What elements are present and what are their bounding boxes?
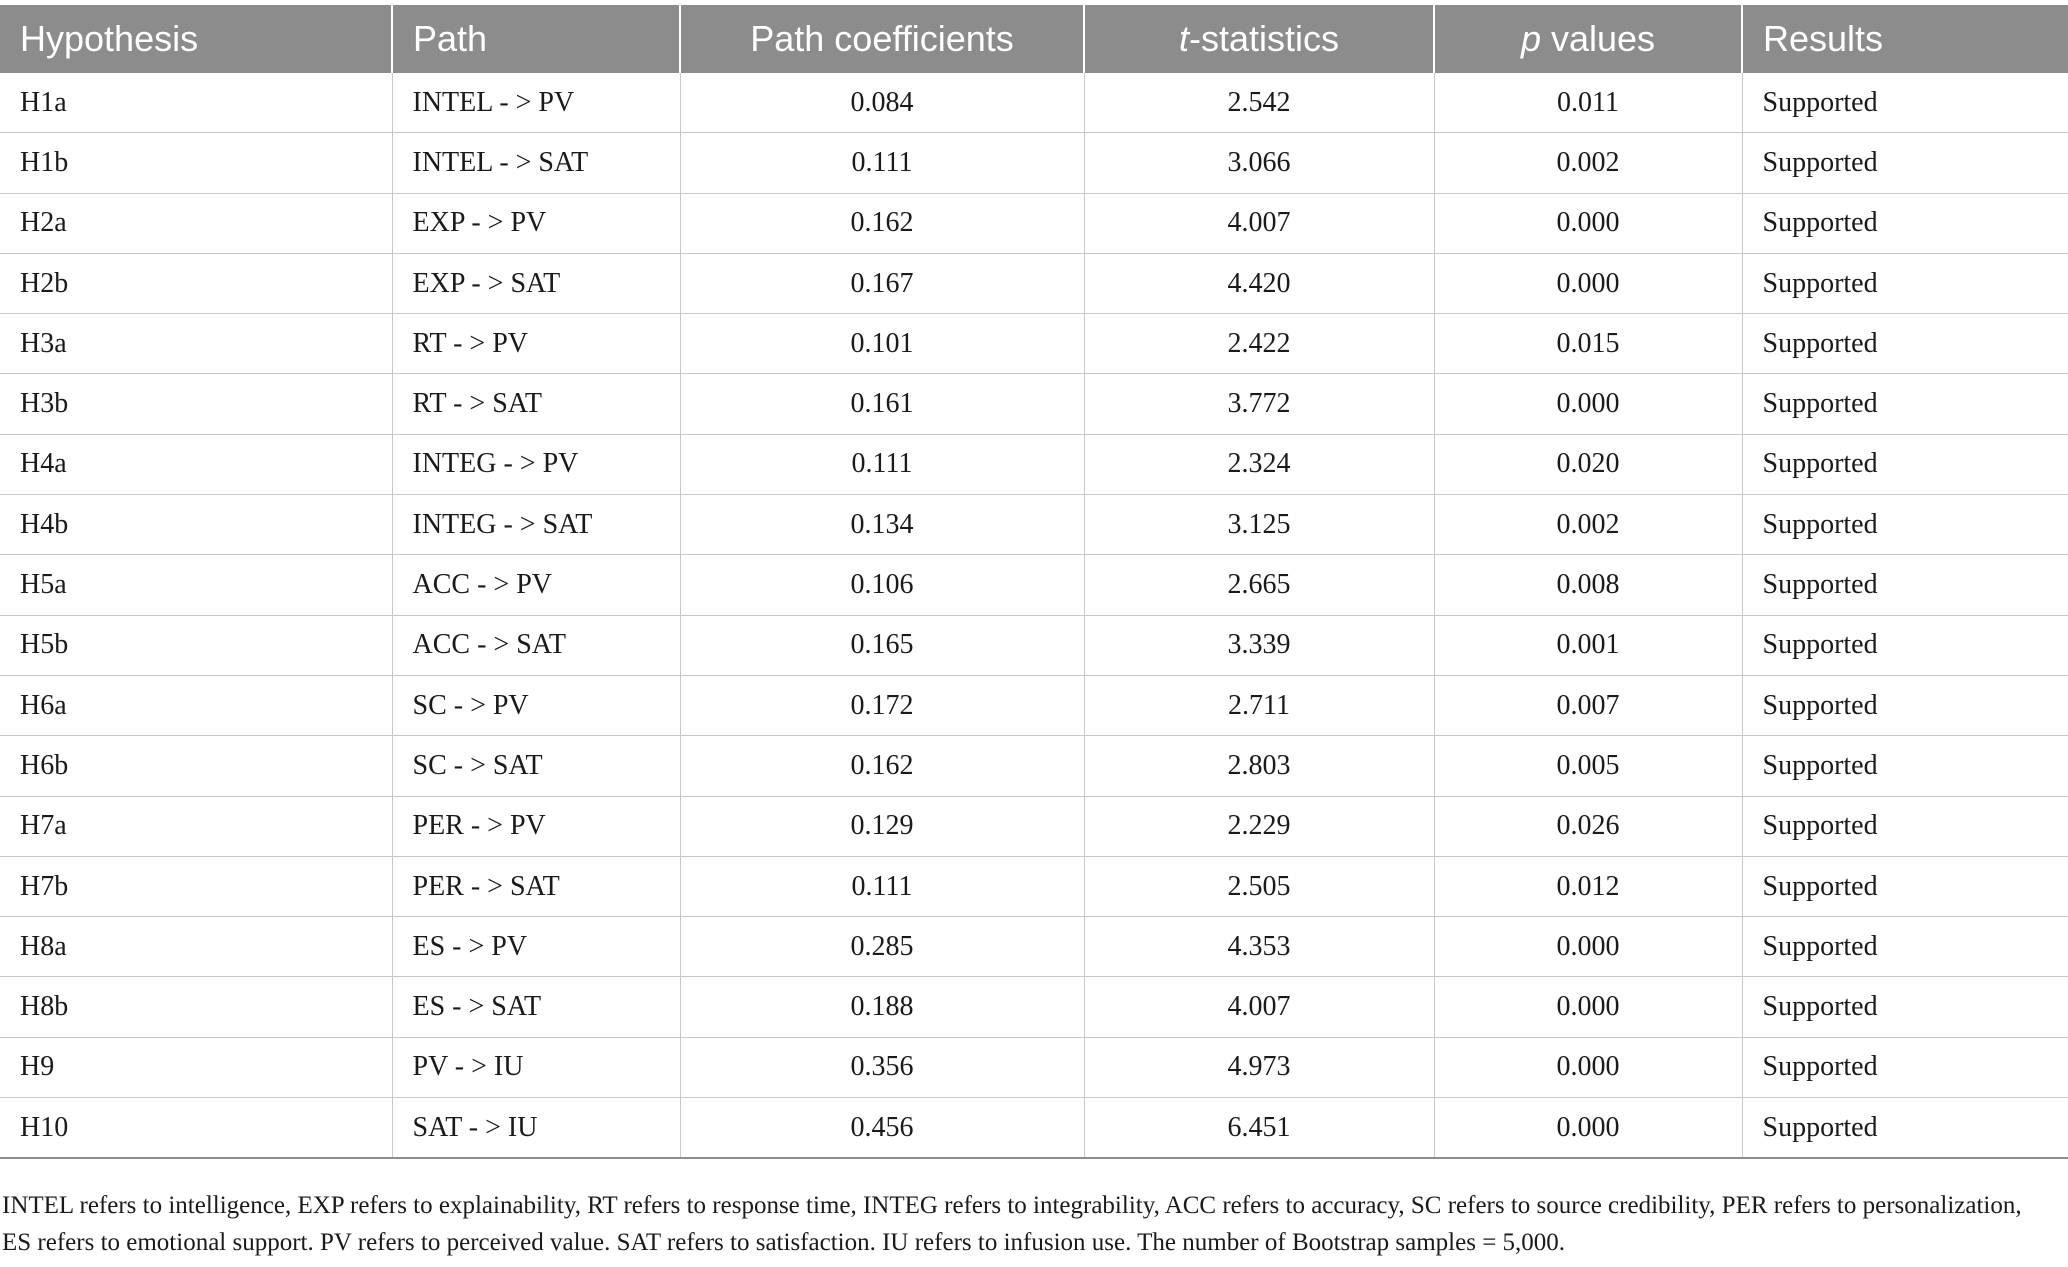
cell-path-coefficient: 0.084 <box>680 73 1084 133</box>
cell-t-statistic: 2.542 <box>1084 73 1434 133</box>
cell-t-statistic: 2.422 <box>1084 314 1434 374</box>
cell-path: INTEG - > SAT <box>392 495 680 555</box>
header-row <box>0 5 2068 73</box>
table-header <box>0 5 2068 73</box>
cell-t-statistic: 4.973 <box>1084 1037 1434 1097</box>
cell-t-statistic: 3.339 <box>1084 615 1434 675</box>
cell-result: Supported <box>1742 133 2068 193</box>
cell-hypothesis: H6b <box>0 736 392 796</box>
table-row <box>0 796 2068 856</box>
table-row <box>0 495 2068 555</box>
cell-p-value: 0.020 <box>1434 434 1742 494</box>
cell-p-value: 0.008 <box>1434 555 1742 615</box>
cell-path: INTEL - > SAT <box>392 133 680 193</box>
table-row <box>0 1037 2068 1097</box>
cell-hypothesis: H2b <box>0 253 392 313</box>
cell-path: SC - > PV <box>392 675 680 735</box>
cell-result: Supported <box>1742 314 2068 374</box>
cell-p-value: 0.000 <box>1434 1037 1742 1097</box>
table-row <box>0 1098 2068 1159</box>
cell-result: Supported <box>1742 736 2068 796</box>
table-row <box>0 917 2068 977</box>
cell-p-value: 0.002 <box>1434 133 1742 193</box>
cell-result: Supported <box>1742 1098 2068 1159</box>
cell-path-coefficient: 0.162 <box>680 736 1084 796</box>
cell-hypothesis: H3a <box>0 314 392 374</box>
header-p-italic: p <box>1520 18 1541 59</box>
cell-path: SC - > SAT <box>392 736 680 796</box>
header-results: Results <box>1742 5 2068 73</box>
header-t-statistics <box>1084 5 1434 73</box>
cell-path-coefficient: 0.111 <box>680 856 1084 916</box>
cell-path-coefficient: 0.162 <box>680 193 1084 253</box>
cell-path: ES - > PV <box>392 917 680 977</box>
cell-path: INTEL - > PV <box>392 73 680 133</box>
cell-hypothesis: H3b <box>0 374 392 434</box>
cell-result: Supported <box>1742 434 2068 494</box>
cell-result: Supported <box>1742 253 2068 313</box>
cell-result: Supported <box>1742 73 2068 133</box>
cell-p-value: 0.001 <box>1434 615 1742 675</box>
cell-t-statistic: 3.066 <box>1084 133 1434 193</box>
cell-path: PER - > SAT <box>392 856 680 916</box>
header-path-coefficients: Path coefficients <box>680 5 1084 73</box>
cell-result: Supported <box>1742 374 2068 434</box>
header-p-rest: values <box>1540 18 1656 59</box>
cell-p-value: 0.002 <box>1434 495 1742 555</box>
cell-path: SAT - > IU <box>392 1098 680 1159</box>
hypothesis-results-table <box>0 5 2068 1159</box>
cell-path: PV - > IU <box>392 1037 680 1097</box>
cell-t-statistic: 2.229 <box>1084 796 1434 856</box>
cell-t-statistic: 2.711 <box>1084 675 1434 735</box>
table-row <box>0 314 2068 374</box>
cell-path: PER - > PV <box>392 796 680 856</box>
cell-p-value: 0.000 <box>1434 253 1742 313</box>
header-hypothesis: Hypothesis <box>0 5 392 73</box>
cell-path-coefficient: 0.188 <box>680 977 1084 1037</box>
cell-p-value: 0.011 <box>1434 73 1742 133</box>
cell-p-value: 0.015 <box>1434 314 1742 374</box>
table-row <box>0 856 2068 916</box>
cell-hypothesis: H2a <box>0 193 392 253</box>
cell-hypothesis: H4a <box>0 434 392 494</box>
cell-p-value: 0.005 <box>1434 736 1742 796</box>
table-row <box>0 555 2068 615</box>
cell-p-value: 0.000 <box>1434 374 1742 434</box>
cell-path-coefficient: 0.106 <box>680 555 1084 615</box>
results-table-container <box>0 5 2068 1159</box>
cell-hypothesis: H4b <box>0 495 392 555</box>
cell-result: Supported <box>1742 917 2068 977</box>
cell-hypothesis: H7b <box>0 856 392 916</box>
cell-result: Supported <box>1742 1037 2068 1097</box>
cell-path: ES - > SAT <box>392 977 680 1037</box>
table-row <box>0 736 2068 796</box>
cell-path-coefficient: 0.111 <box>680 434 1084 494</box>
cell-t-statistic: 2.505 <box>1084 856 1434 916</box>
table-body <box>0 73 2068 1158</box>
cell-path: RT - > SAT <box>392 374 680 434</box>
cell-path: EXP - > PV <box>392 193 680 253</box>
table-row <box>0 675 2068 735</box>
cell-p-value: 0.007 <box>1434 675 1742 735</box>
cell-path-coefficient: 0.161 <box>680 374 1084 434</box>
cell-path: INTEG - > PV <box>392 434 680 494</box>
cell-hypothesis: H8a <box>0 917 392 977</box>
cell-p-value: 0.000 <box>1434 1098 1742 1159</box>
cell-path-coefficient: 0.356 <box>680 1037 1084 1097</box>
cell-p-value: 0.000 <box>1434 193 1742 253</box>
cell-path-coefficient: 0.129 <box>680 796 1084 856</box>
cell-result: Supported <box>1742 615 2068 675</box>
table-row <box>0 133 2068 193</box>
cell-path-coefficient: 0.172 <box>680 675 1084 735</box>
cell-path-coefficient: 0.101 <box>680 314 1084 374</box>
cell-t-statistic: 4.353 <box>1084 917 1434 977</box>
cell-result: Supported <box>1742 977 2068 1037</box>
cell-t-statistic: 2.324 <box>1084 434 1434 494</box>
cell-p-value: 0.000 <box>1434 917 1742 977</box>
cell-path-coefficient: 0.111 <box>680 133 1084 193</box>
table-row <box>0 434 2068 494</box>
table-row <box>0 977 2068 1037</box>
cell-t-statistic: 3.772 <box>1084 374 1434 434</box>
table-footnote: INTEL refers to intelligence, EXP refers to explainability, RT refers to response time, INTEG refers to integrability, ACC refers to accuracy, SC refers to source credibility, PER refers to personalization, ES refers to emotional support. PV refers to perceived value. SAT refers to satisfaction. IU refers to infusion use. The number of Bootstrap samples = 5,000. <box>2 1192 2022 1256</box>
cell-path-coefficient: 0.167 <box>680 253 1084 313</box>
cell-hypothesis: H1a <box>0 73 392 133</box>
header-p-values <box>1434 5 1742 73</box>
header-t-rest: -statistics <box>1189 18 1340 59</box>
cell-result: Supported <box>1742 555 2068 615</box>
cell-hypothesis: H1b <box>0 133 392 193</box>
cell-p-value: 0.012 <box>1434 856 1742 916</box>
cell-hypothesis: H5a <box>0 555 392 615</box>
cell-result: Supported <box>1742 193 2068 253</box>
cell-t-statistic: 4.420 <box>1084 253 1434 313</box>
cell-path-coefficient: 0.165 <box>680 615 1084 675</box>
cell-t-statistic: 2.803 <box>1084 736 1434 796</box>
cell-path: EXP - > SAT <box>392 253 680 313</box>
cell-t-statistic: 3.125 <box>1084 495 1434 555</box>
header-path: Path <box>392 5 680 73</box>
cell-p-value: 0.026 <box>1434 796 1742 856</box>
cell-result: Supported <box>1742 495 2068 555</box>
cell-path-coefficient: 0.456 <box>680 1098 1084 1159</box>
cell-hypothesis: H9 <box>0 1037 392 1097</box>
cell-hypothesis: H5b <box>0 615 392 675</box>
table-row <box>0 615 2068 675</box>
cell-path: ACC - > PV <box>392 555 680 615</box>
table-row <box>0 73 2068 133</box>
cell-hypothesis: H8b <box>0 977 392 1037</box>
cell-t-statistic: 4.007 <box>1084 193 1434 253</box>
cell-path: ACC - > SAT <box>392 615 680 675</box>
header-t-italic: t <box>1178 18 1189 59</box>
cell-t-statistic: 6.451 <box>1084 1098 1434 1159</box>
cell-t-statistic: 2.665 <box>1084 555 1434 615</box>
cell-hypothesis: H10 <box>0 1098 392 1159</box>
table-row <box>0 374 2068 434</box>
cell-result: Supported <box>1742 675 2068 735</box>
table-row <box>0 193 2068 253</box>
cell-result: Supported <box>1742 796 2068 856</box>
cell-t-statistic: 4.007 <box>1084 977 1434 1037</box>
cell-hypothesis: H6a <box>0 675 392 735</box>
table-row <box>0 253 2068 313</box>
cell-p-value: 0.000 <box>1434 977 1742 1037</box>
cell-path-coefficient: 0.134 <box>680 495 1084 555</box>
cell-path: RT - > PV <box>392 314 680 374</box>
cell-hypothesis: H7a <box>0 796 392 856</box>
cell-path-coefficient: 0.285 <box>680 917 1084 977</box>
cell-result: Supported <box>1742 856 2068 916</box>
